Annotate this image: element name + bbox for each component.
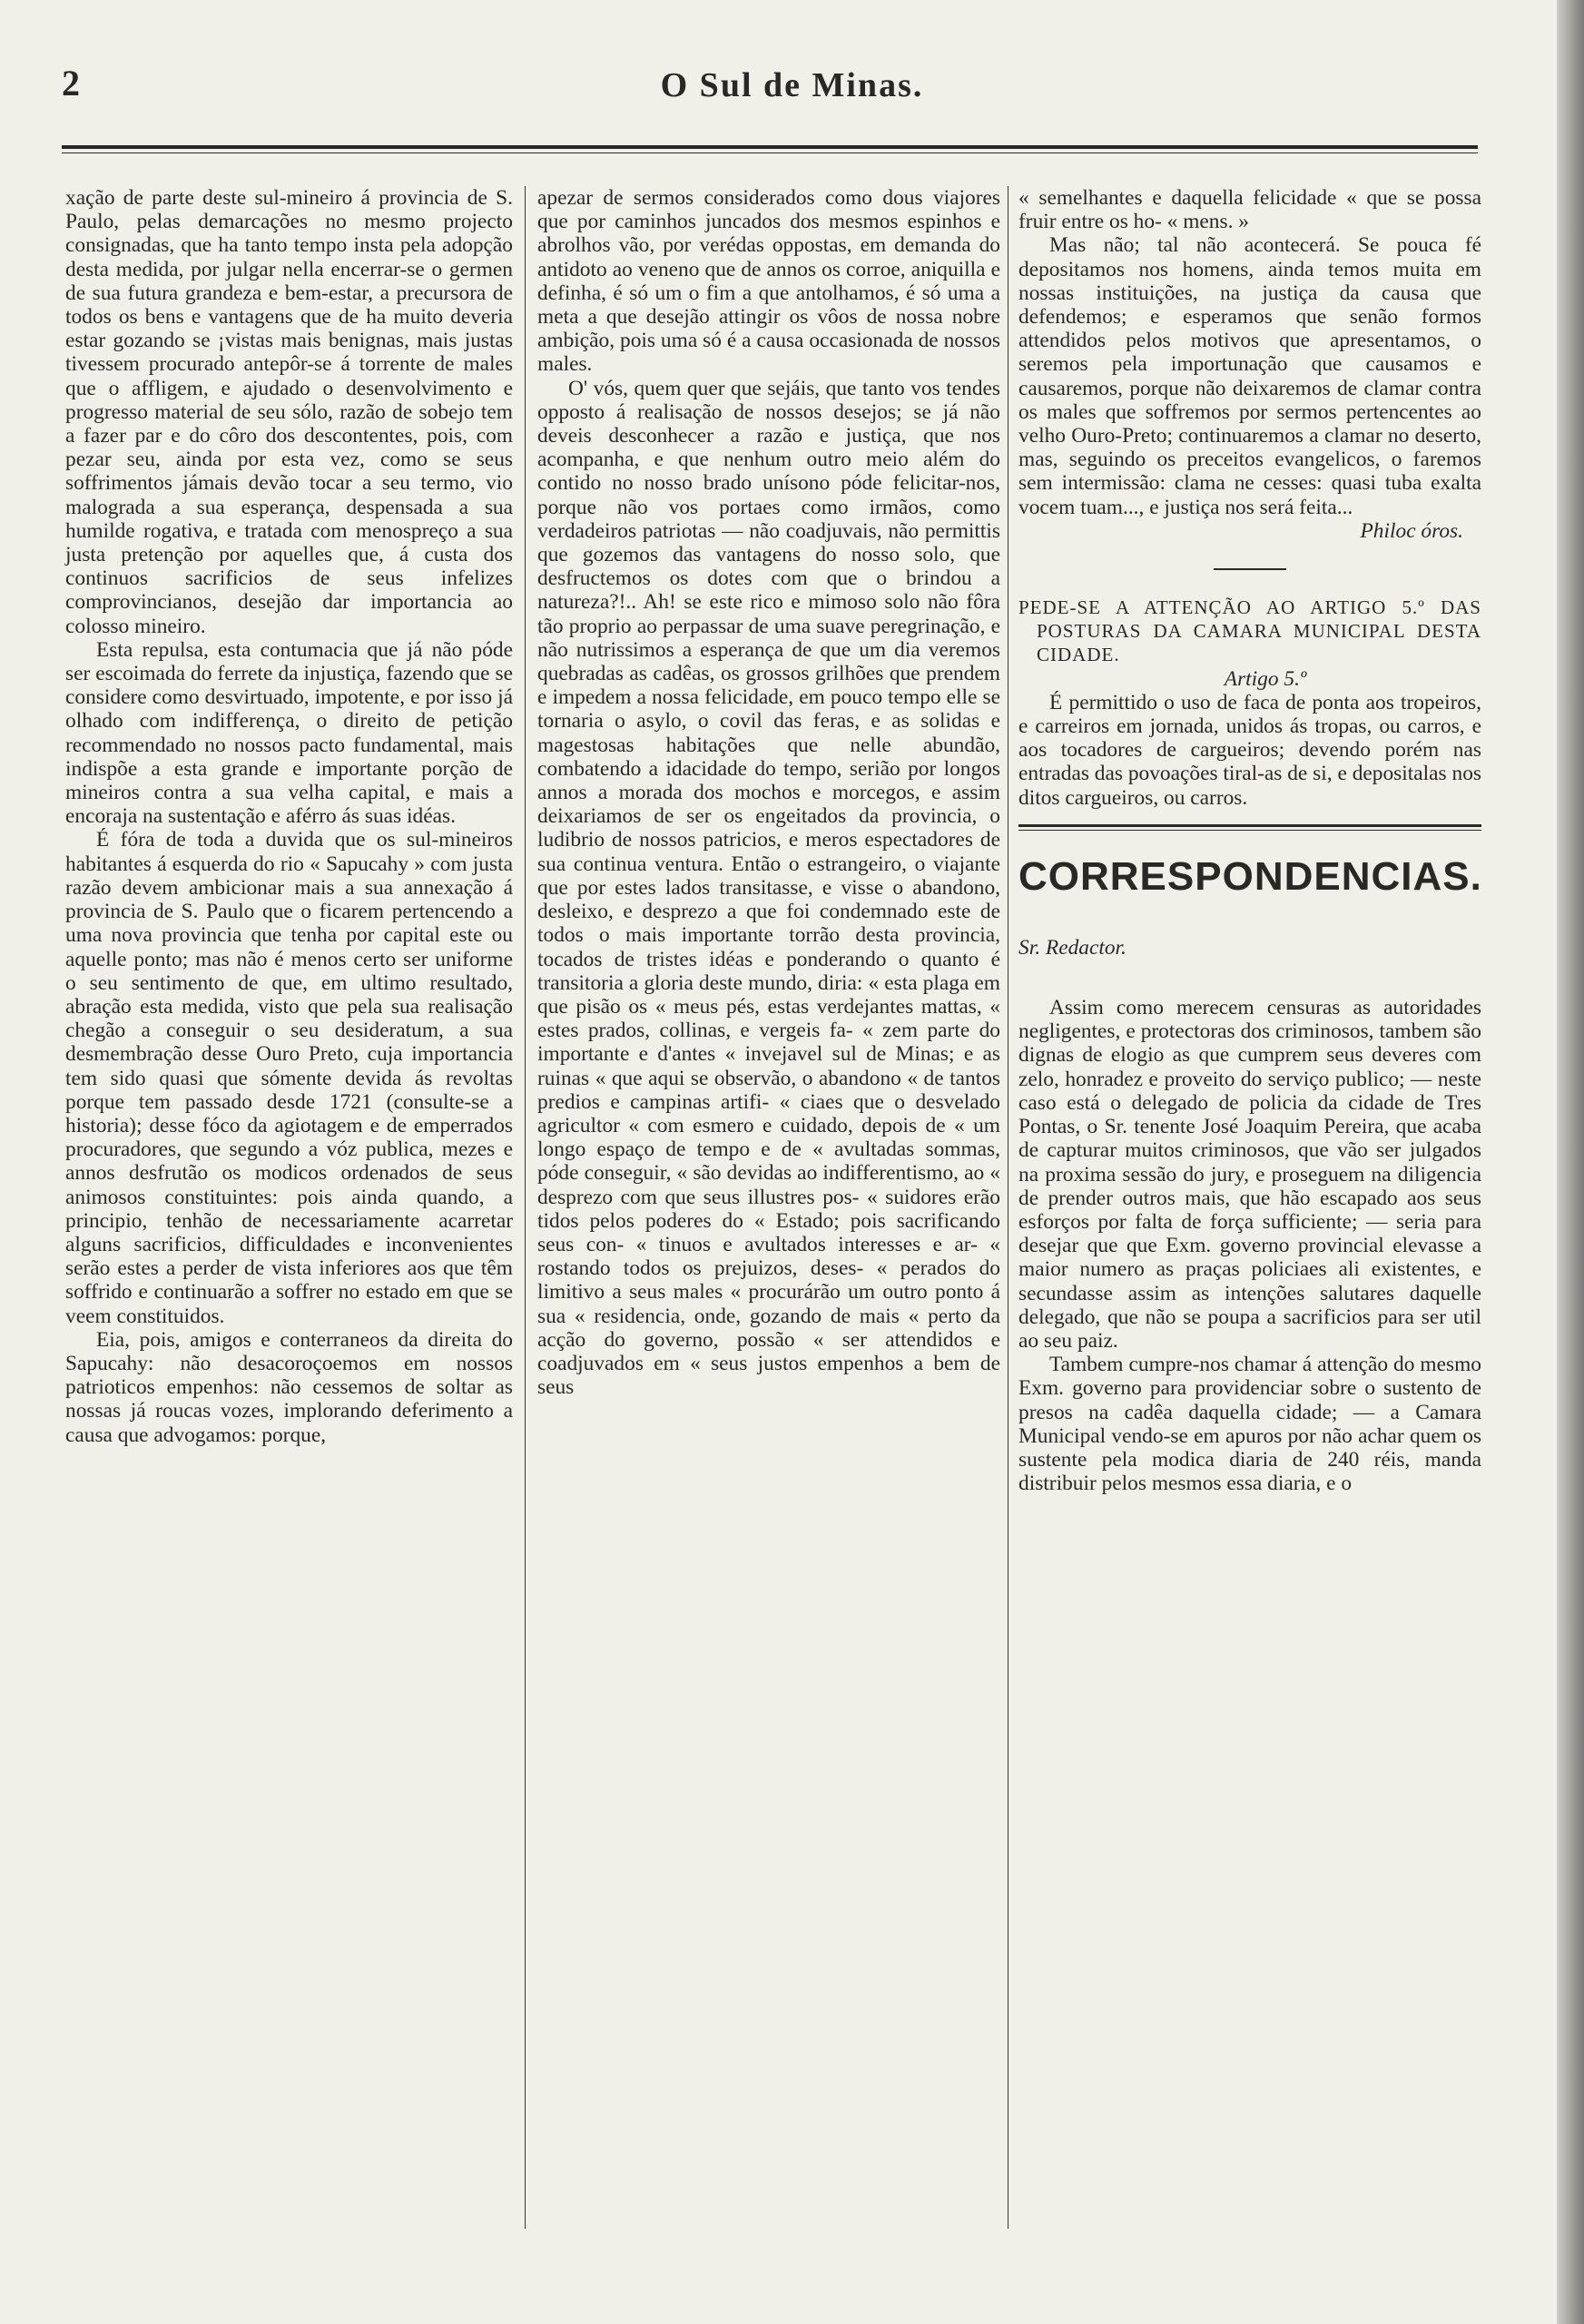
header-rule: [62, 145, 1478, 149]
paragraph: Assim como merecem censuras as autoridades negligentes, e protectoras dos criminosos, tambem são dignas de elogio as que cumprem seus deveres com zelo, honradez e proveito do serviço publico; — neste caso está o delegado de policia da cidade de Tres Pontas, o Sr. tenente José Joaquim Pereira, que acaba de capturar muitos criminosos, que vão ser julgados na proxima sessão do jury, e proseguem na diligencia de prender outros mais, que hão escapado aos seus esforços por falta de força sufficiente; — seria para desejar que que Exm. governo provincial elevasse a maior numero as praças policiaes ali existentes, e secundasse assim as intenções salutares daquelle delegado, que não se poupa a sacrificios para ser util ao seu paiz.: [1018, 996, 1481, 1353]
paragraph: O' vós, quem quer que sejáis, que tanto vos tendes opposto á realisação de nossos desejos; se já não deveis desconhecer a razão e justiça, que nos acompanha, e que nenhum outro meio além do contido no nosso brado unísono póde felicitar-nos, porque não vos portaes como irmãos, como verdadeiros patriotas — não coadjuvais, não permittis que gozemos das vantagens do nosso solo, que desfructemos os dotes com que o brindou a natureza?!.. Ah! se este rico e mimoso solo não fôra tão proprio ao perpassar de uma suave peregrinação, e não nutrissimos a esperança de que um dia veremos quebradas as cadêas, os grossos grilhões que prendem e impedem a nossa felicidade, em pouco tempo elle se tornaria o asylo, o covil das feras, e as solidas e magestosas habitações que nelle abundão, combatendo a idacidade do tempo, serião por longos annos a morada dos mochos e morcegos, e assim deixariamos de ser os engeitados da provincia, o ludibrio de nossos patricios, e meros espectadores de sua continua ventura. Então o estrangeiro, o viajante que por estes lados transitasse, e visse o abandono, desleixo, e desprezo a que foi condemnado este de todos o mais importante torrão desta provincia, tocados de tristes idéas e ponderando o quanto é transitoria a gloria deste mundo, diria: « esta plaga em que pisão os « meus pés, estas verdejantes mattas, « estes prados, collinas, e vergeis fa- « zem parte do importante e d'antes « invejavel sul de Minas; e as ruinas « que aqui se observão, o abandono « de tantos predios e campinas artifi- « ciaes que o desvelado agricultor « com esmero e cuidado, depois de « um longo espaço de tempo e de « avultadas sommas, póde conseguir, « são devidas ao indifferentismo, ao « desprezo com que seus illustres pos- « suidores erão tidos pelos poderes do « Estado; pois sacrificando seus con- « tinuos e avultados interesses e ar- « rostando todos os prejuizos, deses- « perados do limitivo a seus males « procurárão um outro ponto á sua « residencia, onde, gozando de mais « perto da acção do governo, possão « ser attendidos e coadjuvados em « seus justos empenhos a bem de seus: [537, 376, 1000, 1400]
paragraph: Mas não; tal não acontecerá. Se pouca fé depositamos nos homens, ainda temos muita em nossas instituições, na justiça da causa que defendemos; e esperamos que senão formos attendidos pelos motivos que apresentamos, o seremos pela importunação que causamos e causaremos, porque não deixaremos de clamar contra os males que soffremos por sermos pertencentes ao velho Ouro-Preto; continuaremos a clamar no deserto, mas, seguindo os preceitos evangelicos, o faremos sem intermissão: clama ne cesses: quasi tuba exalta vocem tuam..., e justiça nos será feita...: [1018, 233, 1481, 519]
section-heading: CORRESPONDENCIAS.: [1018, 853, 1482, 899]
section-rule: [1018, 824, 1481, 827]
paragraph: Esta repulsa, esta contumacia que já não póde ser escoimada do ferrete da injustiça, fazendo que se considere como desvirtuado, impotente, e por isso já olhado com indifferença, o direito de petição recommendado no nossos pacto fundamental, mais indispõe a esta grande e importante porção de mineiros contra a sua velha capital, e mais a encoraja na sustentação e aférro ás suas idéas.: [65, 637, 513, 829]
paragraph: É fóra de toda a duvida que os sul-mineiros habitantes á esquerda do rio « Sapucahy » com justa razão devem ambicionar mais a sua annexação á provincia de S. Paulo que o ficarem pertencendo a uma nova provincia que tenha por capital este ou aquelle ponto; mas não é menos certo ser uniforme o seu sentimento de que, em ultimo resultado, abração esta medida, visto que pela sua realisação chegão a conseguir o seu desideratum, a sua desmembração desse Ouro Preto, cuja importancia tem sido quasi que sómente devida ás revoltas porque tem passado desde 1721 (consulte-se a historia); desse fóco da agiotagem e de emperrados procuradores, que segundo a vóz publica, mezes e annos desfrutão os modicos ordenados de seus animosos constituintes: pois ainda quando, a principio, tenhão de necessariamente acarretar alguns sacrificios, difficuldades e inconvenientes serão estes a perder de vista inferiores aos que têm soffrido e continuarão a soffrer no estado em que se veem constituidos.: [65, 828, 513, 1328]
column-2: [537, 186, 1000, 1399]
newspaper-title: O Sul de Minas.: [660, 66, 924, 104]
salutation: Sr. Redactor.: [1018, 935, 1127, 960]
paragraph: xação de parte deste sul-mineiro á provincia de S. Paulo, pelas demarcações no mesmo projecto consignadas, que ha tanto tempo insta pela adopção desta medida, por julgar nella encerrar-se o germen de sua futura grandeza e bem-estar, a precursora de todos os bens e vantagens que de ha muito deveria estar gozando se ¡vistas mais benignas, mais justas tivessem procurado antepôr-se á torrente de males que o affligem, e ajudado o desenvolvimento e progresso material de seu sólo, razão de sobejo tem a fazer par e do côro dos descontentes, pois, com pezar seu, ainda por esta vez, como se seus soffrimentos jámais devão tocar a seu termo, vio malograda a sua esperança, despensada a sua humilde rogativa, e tratada com menospreço a sua justa pretenção por aquelles que, á custa dos continuos sacrificios de seus infelizes comprovincianos, desejão dar importancia ao colosso mineiro.: [65, 186, 513, 638]
notice-article: Artigo 5.º: [1224, 666, 1307, 691]
quote-continuation: « semelhantes e daquella felicidade « que se possa fruir entre os ho- « mens. »: [1018, 186, 1481, 234]
author-signature: Philoc óros.: [1360, 518, 1463, 543]
scan-edge-shadow: [1557, 0, 1584, 2324]
column-3: [1018, 186, 1481, 1495]
paragraph: apezar de sermos considerados como dous viajores que por caminhos juncados dos mesmos espinhos e abrolhos vão, por verédas oppostas, em demanda do antidoto ao veneno que de annos os corroe, aniquilla e definha, é só um o fim a que antolhamos, é só uma a meta a que desejão attingir os vôos de nossa nobre ambição, pois uma só é a causa occasionada de nossos males.: [537, 186, 1000, 377]
section-rule-thin: [1018, 830, 1481, 831]
column-divider: [525, 186, 526, 2229]
column-1: [65, 186, 513, 1447]
page-number: 2: [62, 63, 80, 103]
notice-title: PEDE-SE A ATTENÇÃO AO ARTIGO 5.º DAS POSTURAS DA CAMARA MUNICIPAL DESTA CIDADE.: [1018, 596, 1481, 666]
notice-text: É permittido o uso de faca de ponta aos tropeiros, e carreiros em jornada, unidos ás tropas, ou carros, e aos tocadores de cargueiros; devendo porém nas entradas das povoações tiral-as de si, e depositalas nos ditos cargueiros, ou carros.: [1018, 690, 1481, 810]
paragraph: Tambem cumpre-nos chamar á attenção do mesmo Exm. governo para providenciar sobre o sustento de presos na cadêa daquella cidade; — a Camara Municipal vendo-se em apuros por não achar quem os sustente pela modica diaria de 240 réis, manda distribuir pelos mesmos essa diaria, e o: [1018, 1353, 1481, 1496]
separator: [1214, 568, 1286, 570]
paragraph: Eia, pois, amigos e conterraneos da direita do Sapucahy: não desacoroçoemos em nossos patrioticos empenhos: não cessemos de soltar as nossas já roucas vozes, implorando deferimento a causa que advogamos: porque,: [65, 1327, 513, 1447]
